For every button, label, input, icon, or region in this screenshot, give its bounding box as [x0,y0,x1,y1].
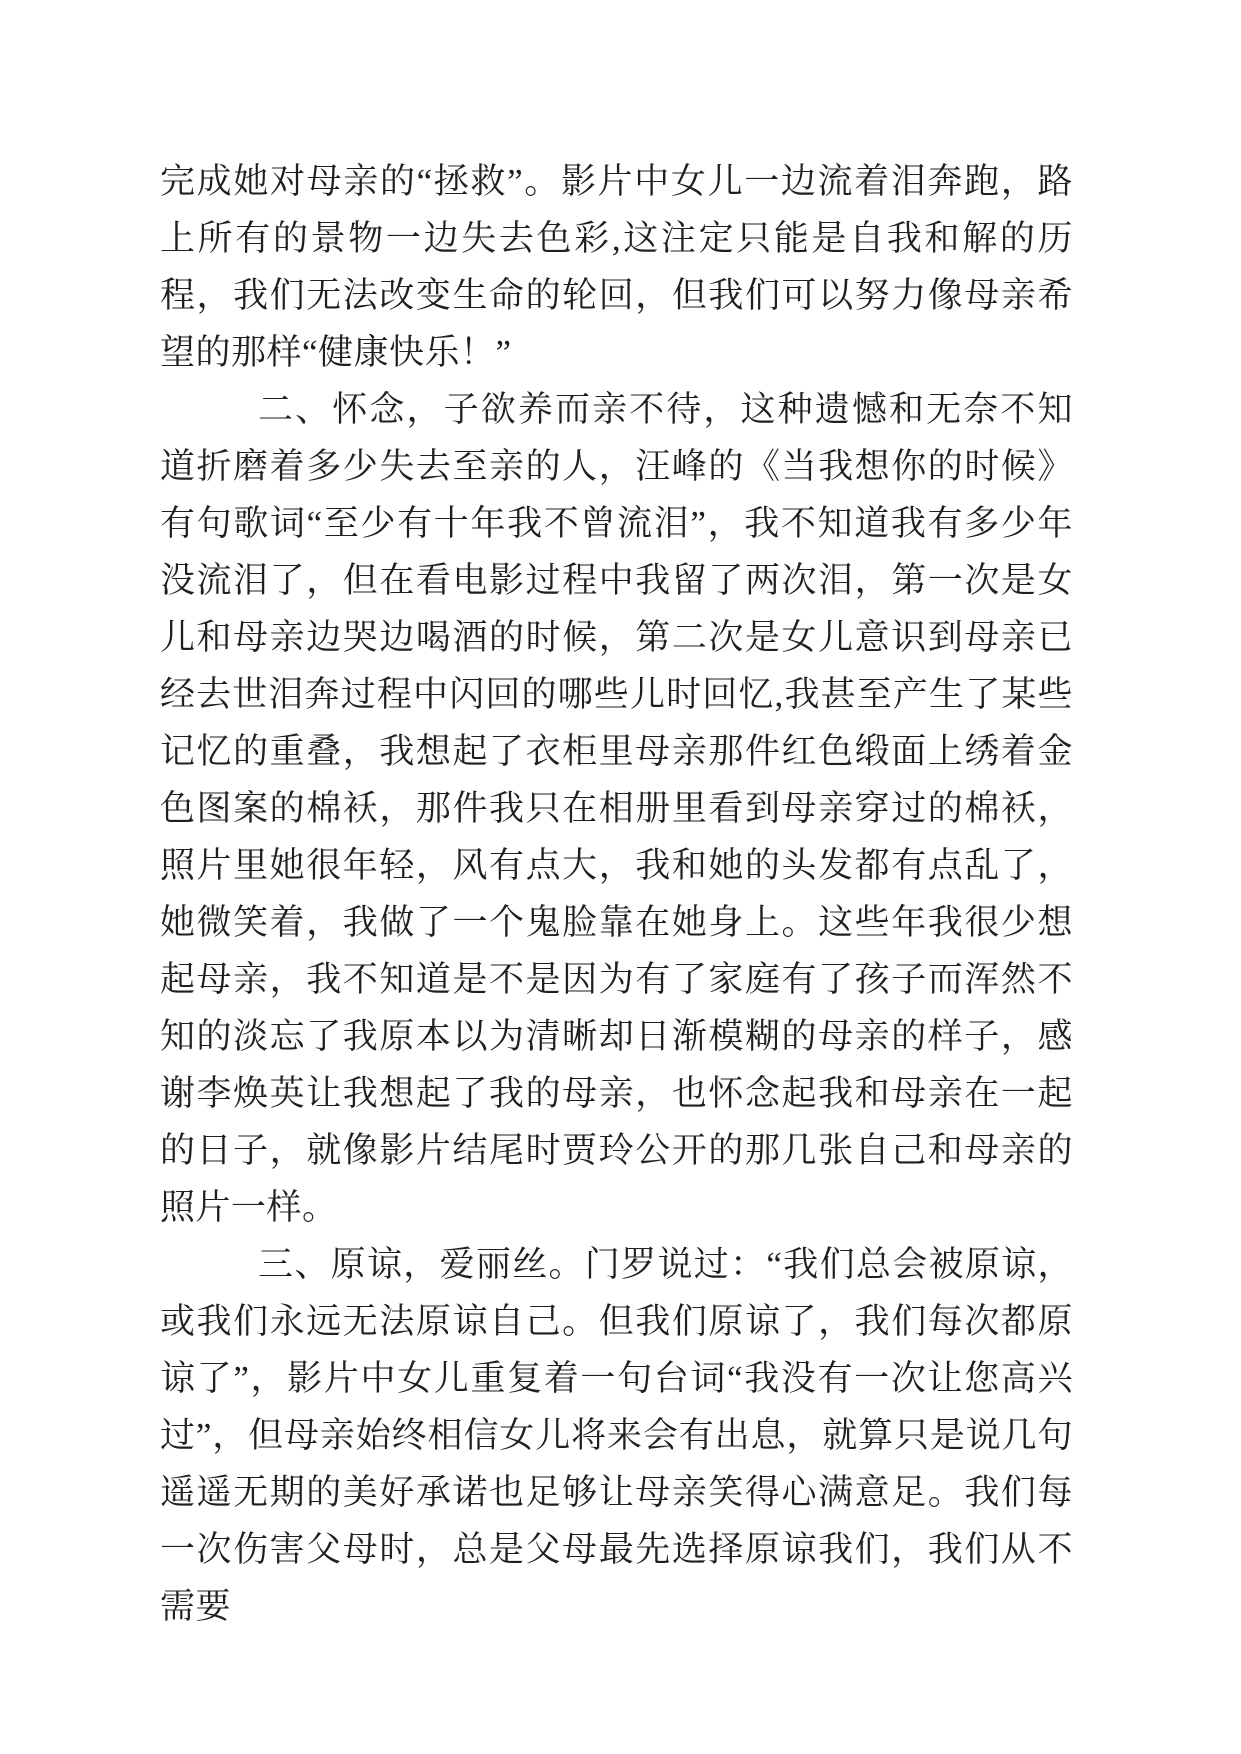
paragraph-continuation: 完成她对母亲的“拯救”。影片中女儿一边流着泪奔跑，路上所有的景物一边失去色彩,这注定只能是自我和解的历程，我们无法改变生命的轮回，但我们可以努力像母亲希望的那样“健康快乐！” [160,162,1073,372]
paragraph-section-two: 二、怀念，子欲养而亲不待，这种遗憾和无奈不知道折磨着多少失去至亲的人，汪峰的《当我想你的时候》有句歌词“至少有十年我不曾流泪”，我不知道我有多少年没流泪了，但在看电影过程中我留了两次泪，第一次是女儿和母亲边哭边喝酒的时候，第二次是女儿意识到母亲已经去世泪奔过程中闪回的哪些儿时回忆,我甚至产生了某些记忆的重叠，我想起了衣柜里母亲那件红色缎面上绣着金色图案的棉袄，那件我只在相册里看到母亲穿过的棉袄，照片里她很年轻，风有点大，我和她的头发都有点乱了，她微笑着，我做了一个鬼脸靠在她身上。这些年我很少想起母亲，我不知道是不是因为有了家庭有了孩子而浑然不知的淡忘了我原本以为清晰却日渐模糊的母亲的样子，感谢李焕英让我想起了我的母亲，也怀念起我和母亲在一起的日子，就像影片结尾时贾玲公开的那几张自己和母亲的照片一样。 [160,390,1073,1227]
document-text-body [160,153,1073,1635]
paragraph-section-three: 三、原谅，爱丽丝。门罗说过：“我们总会被原谅，或我们永远无法原谅自己。但我们原谅了，我们每次都原谅了”，影片中女儿重复着一句台词“我没有一次让您高兴过”，但母亲始终相信女儿将来会有出息，就算只是说几句遥遥无期的美好承诺也足够让母亲笑得心满意足。我们每一次伤害父母时，总是父母最先选择原谅我们，我们从不需要 [160,1245,1073,1626]
